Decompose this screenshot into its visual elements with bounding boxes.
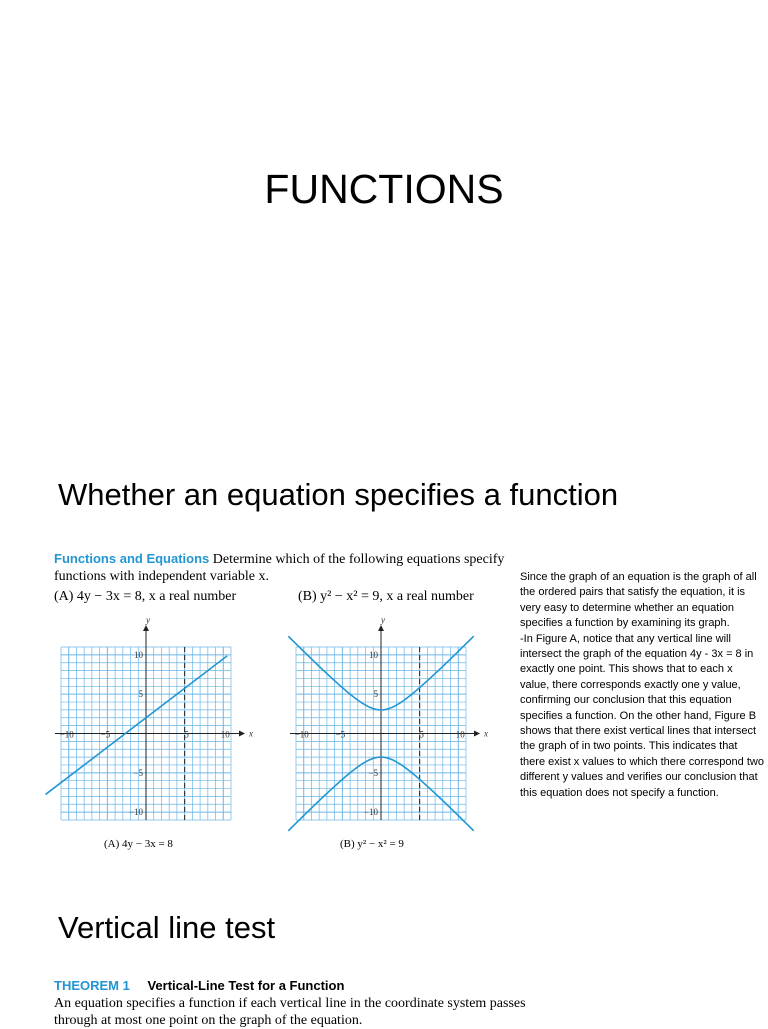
y-tick-label: −5: [368, 767, 378, 778]
x-tick-label: 5: [419, 729, 424, 740]
page-title: FUNCTIONS: [264, 166, 504, 212]
graph-b-hyperbola: [280, 615, 490, 840]
y-tick-label: 5: [138, 689, 143, 700]
y-axis-label: y: [146, 615, 150, 625]
y-tick-label: 10: [134, 649, 143, 660]
theorem-number: THEOREM 1: [54, 978, 130, 993]
x-tick-label: 10: [455, 729, 465, 740]
x-axis-label: x: [249, 728, 253, 739]
x-tick-label: −5: [335, 729, 346, 740]
y-axis-arrow: [143, 625, 149, 631]
x-tick-label: 10: [220, 729, 230, 740]
x-tick-label: 5: [184, 729, 189, 740]
y-axis-arrow: [378, 625, 384, 631]
x-axis-label: x: [484, 728, 488, 739]
explanation-paragraph-2: -In Figure A, notice that any vertical line will intersect the graph of the equation 4y - 3x = 8 in exactly one point. This shows that to each x value, there corresponds exactly one y value, confirming our conclusion that this equation specifies a function. On the other hand, Figure B shows that there exist vertical lines that intersect the graph of in two points. This indicates that there exist x values to which there correspond two different y values and verifies our conclusion that this equation does not specify a function.: [520, 632, 764, 799]
equation-a: (A) 4y − 3x = 8, x a real number: [54, 589, 237, 604]
theorem-heading: [54, 978, 344, 993]
graph-a-line: [45, 615, 255, 840]
y-axis-label: y: [381, 615, 385, 625]
x-axis-arrow: [239, 731, 245, 737]
textbook-lead: Functions and Equations: [54, 551, 210, 566]
y-tick-label: 5: [373, 689, 378, 700]
explanation-text: [520, 570, 764, 801]
textbook-line2: functions with independent variable x.: [54, 569, 269, 584]
y-tick-label: 10: [369, 649, 378, 660]
textbook-line1: Determine which of the following equations specify: [212, 552, 505, 567]
textbook-intro: [54, 550, 504, 585]
caption-b: (B) y² − x² = 9: [340, 838, 404, 850]
section-heading-equation-function: Whether an equation specifies a function: [58, 477, 619, 512]
y-tick-label: −5: [133, 767, 143, 778]
theorem-title: Vertical-Line Test for a Function: [147, 978, 345, 993]
x-tick-label: −10: [59, 729, 74, 740]
explanation-paragraph-1: Since the graph of an equation is the graph of all the ordered pairs that satisfy the equation, it is very easy to determine whether an equation specifies a function by examining its graph.: [520, 571, 757, 630]
theorem-body: An equation specifies a function if each vertical line in the coordinate system passes through at most one point on the graph of the equation.: [54, 996, 526, 1028]
equation-b: (B) y² − x² = 9, x a real number: [298, 589, 474, 604]
y-tick-label: −10: [363, 807, 378, 818]
section-heading-vertical-line-test: Vertical line test: [58, 910, 276, 945]
x-axis-arrow: [474, 731, 480, 737]
x-tick-label: −5: [100, 729, 111, 740]
x-tick-label: −10: [294, 729, 309, 740]
caption-a: (A) 4y − 3x = 8: [104, 838, 173, 850]
y-tick-label: −10: [128, 807, 143, 818]
